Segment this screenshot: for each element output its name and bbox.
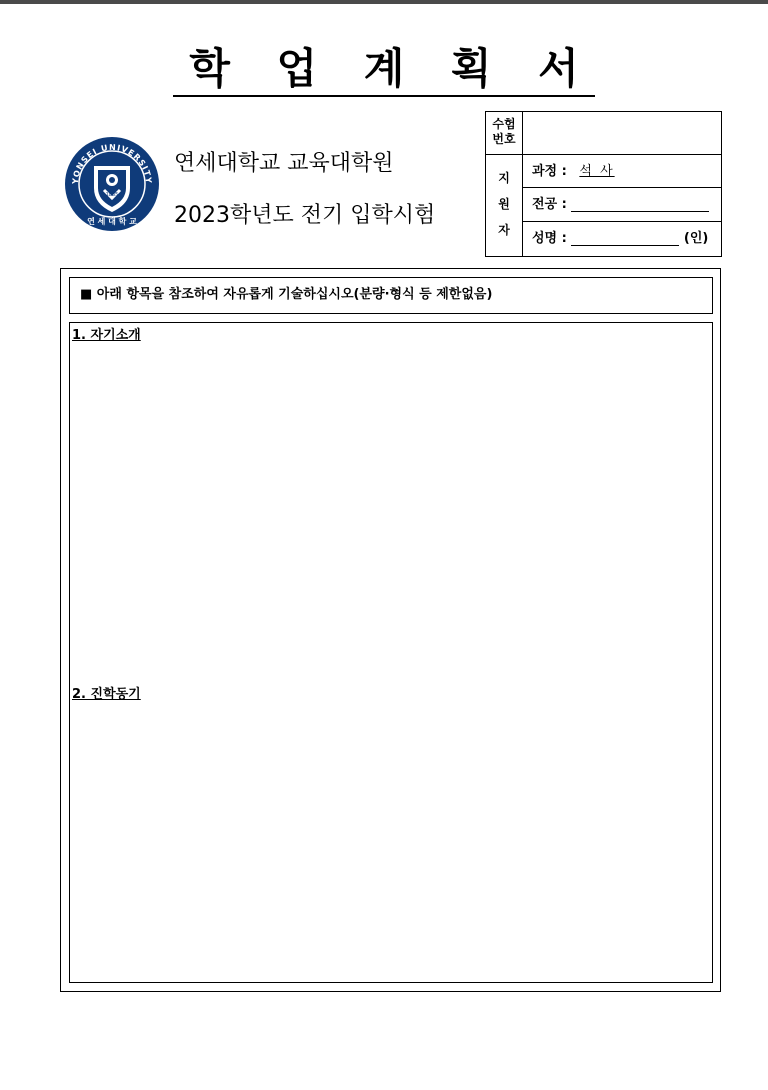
exam-number-label: 수험 번호	[486, 112, 523, 155]
course-label: 과정 :	[532, 164, 567, 179]
seal-label: (인)	[683, 231, 709, 246]
name-field[interactable]	[571, 233, 679, 246]
applicant-info-table	[485, 111, 722, 257]
writing-area[interactable]	[69, 322, 713, 983]
course-value: 석 사	[579, 164, 615, 179]
course-row	[523, 155, 721, 188]
major-label: 전공 :	[532, 197, 567, 212]
instruction-box: ■ 아래 항목을 참조하여 자유롭게 기술하십시오(분량·형식 등 제한없음)	[69, 277, 713, 314]
section-motivation: 2. 진학동기	[72, 687, 141, 702]
exam-title: 2023학년도 전기 입학시험	[174, 203, 436, 228]
window-top-bar	[0, 0, 768, 4]
svg-text:YONSEI UNIVERSITY: YONSEI UNIVERSITY	[70, 142, 154, 185]
exam-number-field[interactable]	[523, 112, 721, 155]
yonsei-university-logo	[64, 136, 160, 232]
school-name: 연세대학교 교육대학원	[174, 151, 394, 176]
section-self-introduction: 1. 자기소개	[72, 328, 141, 343]
applicant-label: 지 원 자	[486, 155, 523, 256]
svg-text:연 세 대 학 교: 연 세 대 학 교	[87, 217, 137, 226]
major-field[interactable]	[571, 199, 709, 212]
major-row	[523, 188, 721, 222]
name-label: 성명 :	[532, 231, 567, 246]
svg-text:1885: 1885	[105, 192, 119, 198]
page-title: 학 업 계 획 서	[0, 36, 768, 96]
name-row	[523, 222, 721, 256]
